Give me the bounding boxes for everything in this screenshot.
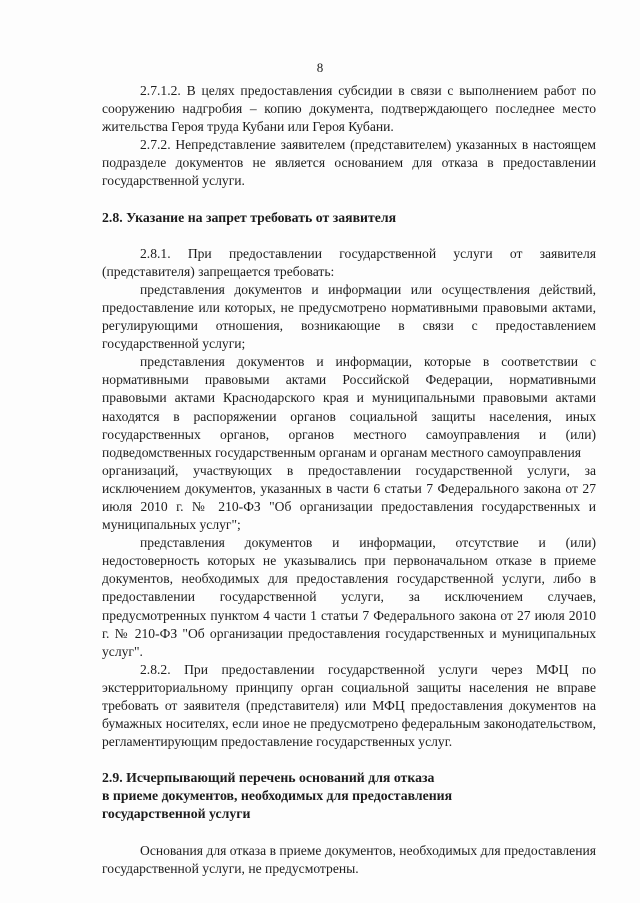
paragraph-prohibition-3: представления документов и информации, отсутствие и (или) недостоверность которых не указывались при первоначальном отказе в приеме документов, необходимых для предоставления государственной услуги, либо в предоставлении государственной услуги, за исключением случаев, предусмотренных пунктом 4 части 1 статьи 7 Федерального закона от 27 июля 2010 г. № 210-ФЗ "Об организации предоставления государственных и муниципальных услуг". xyxy=(102,535,596,659)
section-2-9-heading-line-1: 2.9. Исчерпывающий перечень оснований для отказа xyxy=(102,770,435,786)
paragraph-2-9-text: Основания для отказа в приеме документов, необходимых для предоставления государственной услуги, не предусмотрены. xyxy=(102,842,596,876)
section-2-8-heading: 2.8. Указание на запрет требовать от заявителя xyxy=(102,209,397,225)
section-2-9-heading-line-3: государственной услуги xyxy=(102,806,251,822)
paragraph-2-7-1-2: 2.7.1.2. В целях предоставления субсидии в связи с выполнением работ по сооружению надгробия – копию документа, подтверждающего последнее место жительства Героя труда Кубани или Героя Кубани. xyxy=(102,83,596,135)
paragraph-prohibition-1: представления документов и информации или осуществления действий, предоставление или которых, не предусмотрено нормативными правовыми актами, регулирующими отношения, возникающие в связи с предоставлением государственной услуги; xyxy=(102,281,596,352)
document-body xyxy=(102,82,596,878)
paragraph-prohibition-2-continued: организаций, участвующих в предоставлении государственной услуги, за исключением документов, указанных в части 6 статьи 7 Федерального закона от 27 июля 2010 г. № 210-ФЗ "Об организации предоставления государственных и муниципальных услуг"; xyxy=(102,462,596,533)
paragraph-2-8-1: 2.8.1. При предоставлении государственной услуги от заявителя (представителя) запрещается требовать: xyxy=(102,245,596,279)
section-2-9-heading-line-2: в приеме документов, необходимых для предоставления xyxy=(102,788,453,804)
page-number: 8 xyxy=(316,60,324,75)
paragraph-2-7-2: 2.7.2. Непредставление заявителем (представителем) указанных в настоящем подразделе документов не является основанием для отказа в предоставлении государственной услуги. xyxy=(102,137,596,189)
paragraph-2-8-2: 2.8.2. При предоставлении государственной услуги через МФЦ по экстерриториальному принципу орган социальной защиты населения не вправе требовать от заявителя (представителя) или МФЦ предоставления документов на бумажных носителях, если иное не предусмотрено федеральным законодательством, регламентирующим предоставление государственных услуг. xyxy=(102,661,596,750)
paragraph-prohibition-2: представления документов и информации, которые в соответствии с нормативными правовыми актами Российской Федерации, нормативными правовыми актами Краснодарского края и муниципальными правовыми актами находятся в распоряжении органов социальной защиты населения, иных государственных органов, органов местного самоуправления и (или) подведомственных государственным органам и органам местного самоуправления xyxy=(102,354,596,460)
